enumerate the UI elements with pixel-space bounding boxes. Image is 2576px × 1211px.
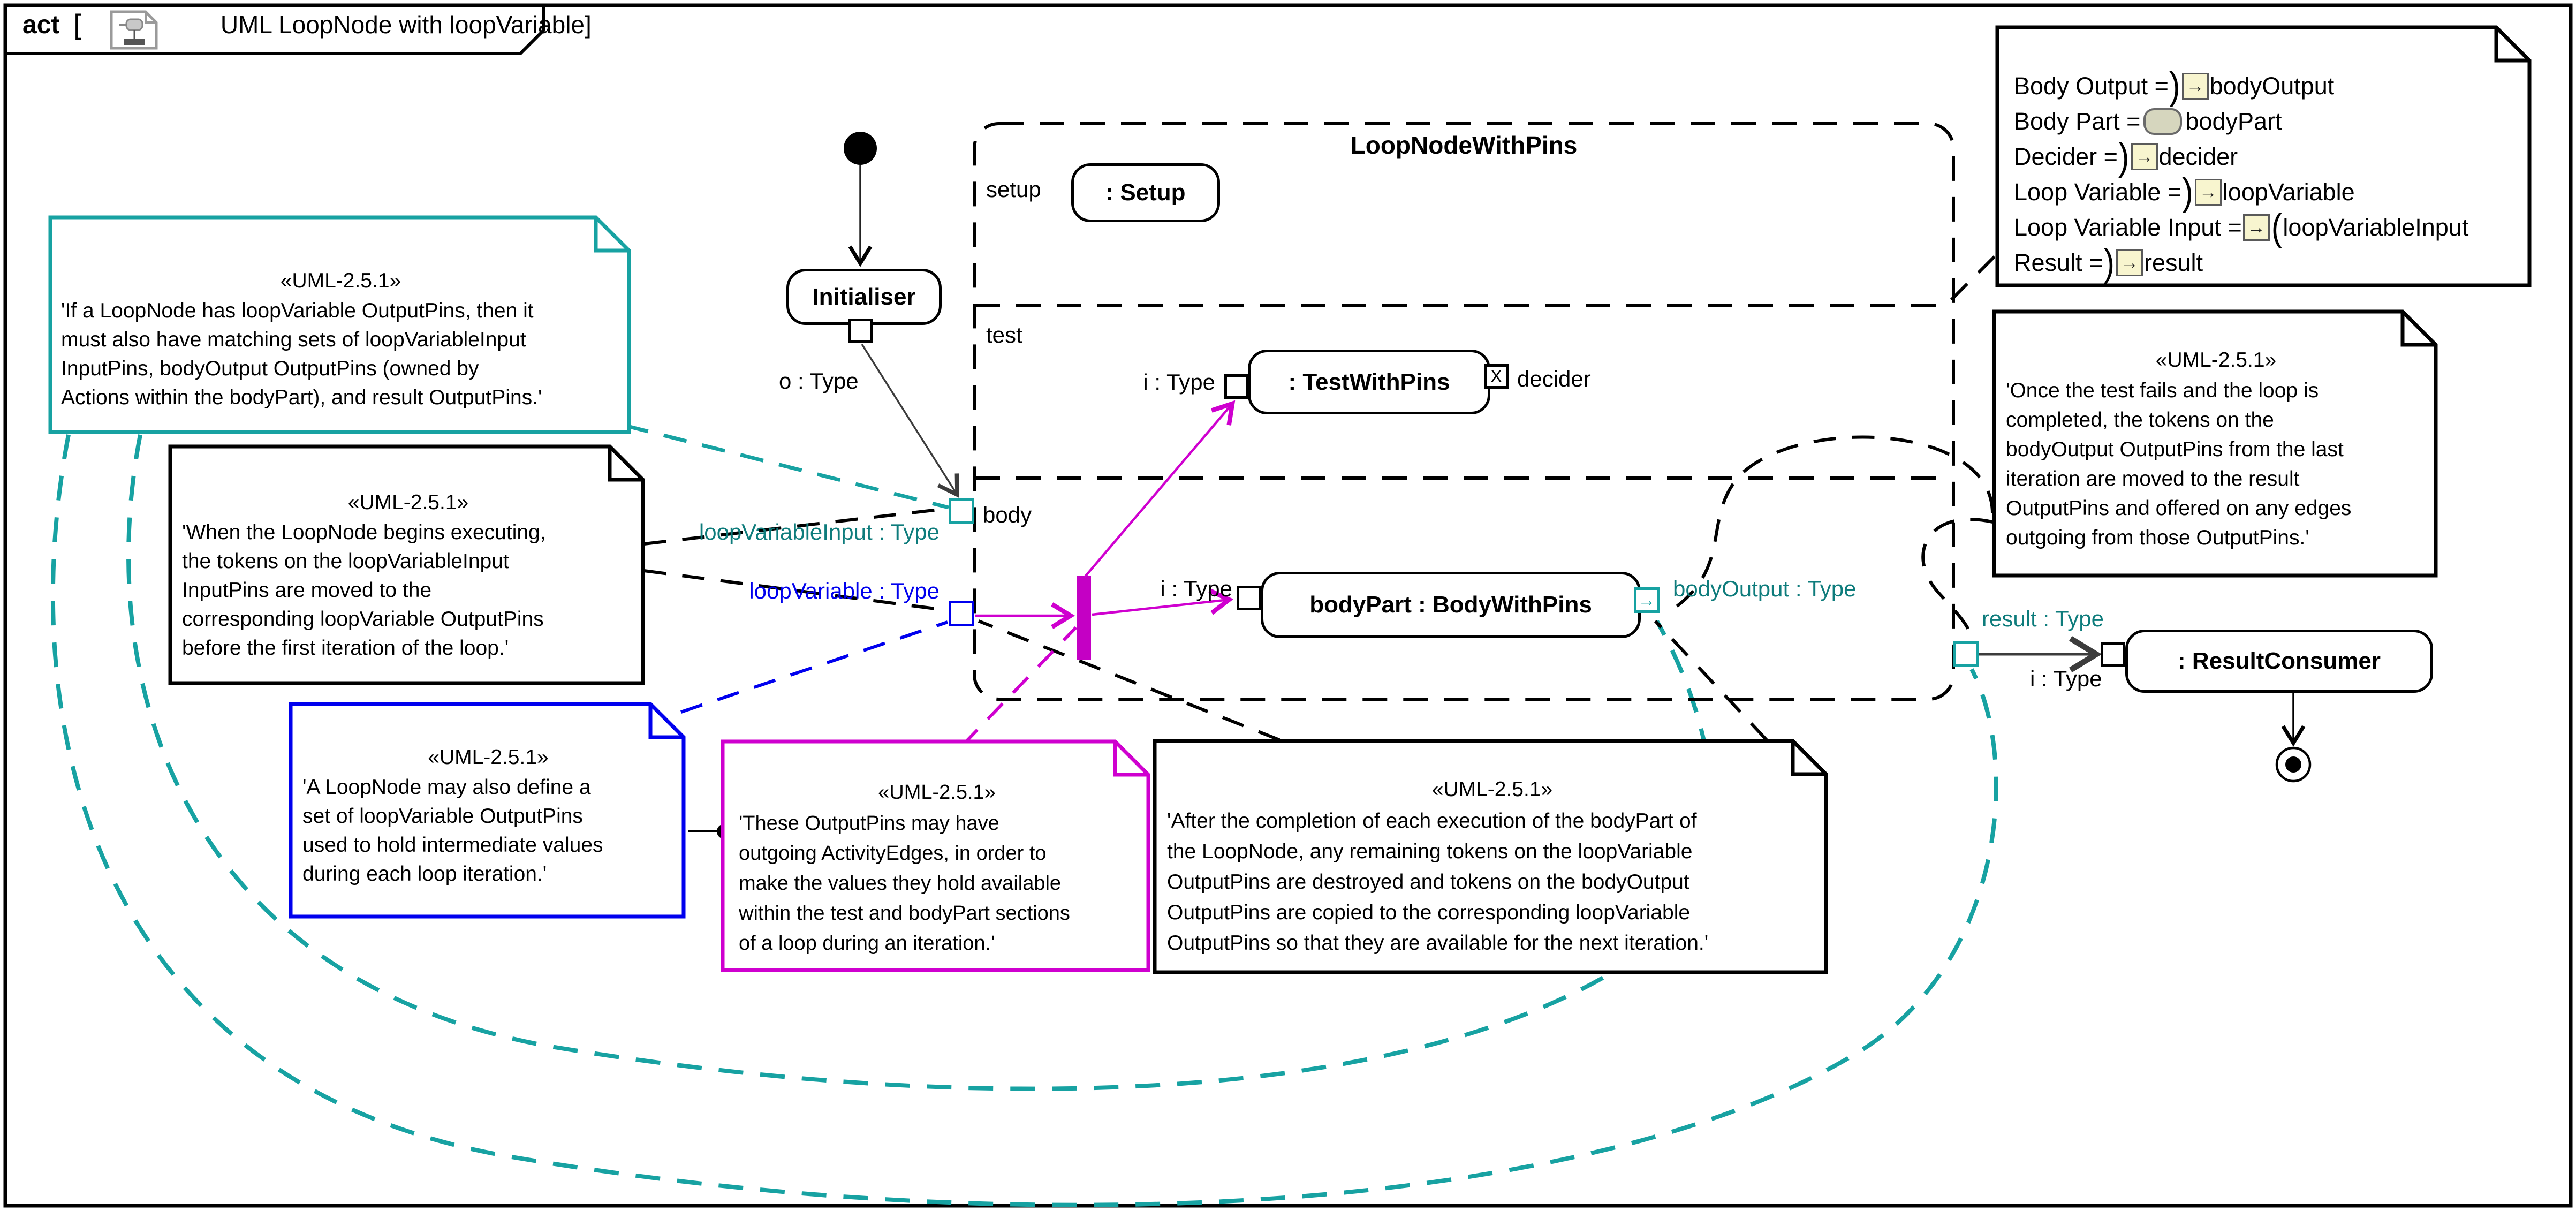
note-begin-executing-text (182, 488, 634, 663)
note-link-blue-loopvariable-pin (681, 622, 948, 712)
note-line: outgoing from those OutputPins.' (2006, 526, 2309, 549)
note-line: 'If a LoopNode has loopVariable OutputPins, then it (61, 299, 534, 322)
action-initialiser[interactable] (786, 269, 942, 325)
note-line: set of loopVariable OutputPins (302, 805, 583, 828)
output-pin-icon: → (2131, 143, 2158, 170)
label-o-type: o : Type (779, 368, 859, 393)
action-test-with-pins[interactable] (1248, 350, 1490, 414)
legend-label: Loop Variable Input = (2014, 214, 2242, 241)
legend-value: bodyPart (2185, 108, 2282, 135)
action-body-part[interactable] (1261, 572, 1641, 638)
action-setup-label: : Setup (1105, 179, 1186, 206)
input-pin-bracket-icon: ( (2271, 206, 2283, 249)
action-result-consumer-label: : ResultConsumer (2178, 648, 2381, 674)
note-line: 'When the LoopNode begins executing, (182, 521, 546, 544)
compartment-label-test: test (986, 322, 1022, 347)
output-pin-icon: → (2116, 249, 2143, 276)
note-line: iteration are moved to the result (2006, 467, 2300, 490)
legend-row-loop-variable-input (2014, 206, 2517, 249)
label-consumer-i-type: i : Type (2030, 666, 2102, 691)
edge-fork-to-bodypart (1092, 600, 1229, 615)
action-result-consumer[interactable] (2125, 630, 2433, 693)
legend-label: Result = (2014, 249, 2103, 276)
loop-variable-pin[interactable] (949, 601, 974, 626)
note-line: within the test and bodyPart sections (739, 902, 1070, 925)
note-legend-text (2014, 65, 2517, 284)
stereotype: «UML-2.5.1» (428, 746, 549, 769)
output-pin-arrow-icon: → (1638, 590, 1656, 610)
edge-fork-to-test (1085, 404, 1232, 577)
note-define-loop-variable-text (302, 743, 674, 889)
decider-pin[interactable] (1484, 364, 1509, 389)
note-line: during each loop iteration.' (302, 862, 547, 885)
note-after-completion-text (1167, 774, 1817, 958)
initialiser-output-pin[interactable] (848, 319, 873, 343)
legend-row-decider (2014, 135, 2517, 178)
note-line: OutputPins are destroyed and tokens on the bodyOutput (1167, 871, 1689, 894)
note-line: corresponding loopVariable OutputPins (182, 608, 544, 631)
input-pin-icon: → (2243, 214, 2270, 241)
label-test-i-type: i : Type (1143, 369, 1215, 395)
result-consumer-input-pin[interactable] (2101, 642, 2125, 667)
output-pin-icon: → (2195, 179, 2222, 206)
legend-value: loopVariableInput (2283, 214, 2469, 241)
output-pin-bracket-icon: ) (2118, 135, 2130, 178)
note-line: 'Once the test fails and the loop is (2006, 379, 2319, 402)
action-test-label: : TestWithPins (1288, 368, 1450, 395)
legend-label: Decider = (2014, 143, 2118, 170)
action-initialiser-label: Initialiser (812, 283, 916, 310)
edge-otype-to-body-pin (862, 344, 957, 495)
legend-label: Body Output = (2014, 72, 2169, 100)
compartment-label-setup: setup (986, 177, 1041, 202)
body-input-pin[interactable] (949, 498, 974, 524)
output-pin-bracket-icon: ) (2182, 171, 2193, 214)
frame-header (0, 0, 592, 49)
note-line: 'These OutputPins may have (739, 812, 999, 835)
output-pin-icon: → (2182, 73, 2209, 100)
final-node-inner (2285, 756, 2301, 773)
decider-x-icon: X (1490, 366, 1502, 386)
stereotype: «UML-2.5.1» (1431, 778, 1553, 801)
label-body-output-type: bodyOutput : Type (1673, 576, 1857, 601)
label-loop-variable-input-type: loopVariableInput : Type (699, 519, 940, 544)
note-line: InputPins, bodyOutput OutputPins (owned by (61, 357, 479, 380)
legend-label: Body Part = (2014, 108, 2141, 135)
note-line: the LoopNode, any remaining tokens on the loopVariable (1167, 840, 1693, 863)
fork-bar[interactable] (1077, 576, 1091, 660)
stereotype: «UML-2.5.1» (280, 269, 401, 292)
note-line: before the first iteration of the loop.' (182, 637, 509, 660)
test-input-pin[interactable] (1224, 374, 1249, 399)
label-decider: decider (1517, 366, 1591, 391)
legend-row-body-part (2014, 104, 2517, 139)
result-output-pin[interactable] (1953, 641, 1979, 667)
body-output-pin[interactable] (1634, 587, 1660, 613)
loop-node-title: LoopNodeWithPins (1350, 131, 1578, 159)
note-line: of a loop during an iteration.' (739, 932, 995, 955)
output-pin-bracket-icon: ) (2103, 241, 2115, 284)
legend-row-result (2014, 241, 2517, 284)
note-line: OutputPins and offered on any edges (2006, 497, 2352, 520)
label-loop-variable-type: loopVariable : Type (749, 578, 940, 603)
body-part-input-pin[interactable] (1237, 586, 1261, 610)
frame-keyword: act (22, 10, 60, 39)
note-line: outgoing ActivityEdges, in order to (739, 842, 1047, 865)
action-setup[interactable] (1071, 163, 1220, 222)
note-line: InputPins are moved to the (182, 579, 432, 602)
note-line: Actions within the bodyPart), and result OutputPins.' (61, 386, 542, 409)
note-link-magenta-fork (963, 627, 1076, 745)
action-icon (2143, 108, 2182, 135)
legend-row-loop-variable (2014, 171, 2517, 214)
stereotype: «UML-2.5.1» (2155, 349, 2277, 372)
legend-row-body-output (2014, 65, 2517, 108)
note-line: must also have matching sets of loopVariableInput (61, 328, 526, 351)
initial-node[interactable] (844, 132, 877, 165)
note-line: make the values they hold available (739, 872, 1062, 895)
note-link-after-bodyoutput-pin (1655, 621, 1767, 740)
action-body-part-label: bodyPart : BodyWithPins (1309, 592, 1592, 618)
note-line: completed, the tokens on the (2006, 408, 2274, 432)
output-pin-bracket-icon: ) (2169, 65, 2180, 108)
note-outgoing-edges-text (739, 777, 1135, 958)
note-test-fails-text (2006, 345, 2426, 552)
label-result-type: result : Type (1982, 606, 2104, 631)
label-body: body (983, 502, 1032, 527)
legend-value: bodyOutput (2209, 72, 2335, 100)
stereotype: «UML-2.5.1» (878, 781, 996, 804)
legend-label: Loop Variable = (2014, 178, 2182, 206)
note-line: bodyOutput OutputPins from the last (2006, 438, 2344, 461)
legend-value: result (2144, 249, 2203, 276)
legend-value: loopVariable (2222, 178, 2355, 206)
note-link-constraint-body-pin (625, 426, 949, 508)
note-line: used to hold intermediate values (302, 834, 603, 857)
frame-bracket: [ (73, 9, 81, 40)
legend-value: decider (2158, 143, 2238, 170)
note-line: OutputPins so that they are available for the next iteration.' (1167, 932, 1709, 955)
note-line: 'After the completion of each execution of the bodyPart of (1167, 809, 1697, 832)
stereotype: «UML-2.5.1» (347, 491, 469, 514)
note-line: the tokens on the loopVariableInput (182, 550, 509, 573)
label-bodypart-i-type: i : Type (1160, 576, 1232, 601)
frame-title: UML LoopNode with loopVariable] (220, 11, 592, 39)
note-constraint-text (61, 267, 620, 412)
note-link-legend-loopnode (1951, 253, 1998, 300)
note-line: 'A LoopNode may also define a (302, 776, 591, 799)
note-line: OutputPins are copied to the corresponding loopVariable (1167, 901, 1691, 924)
